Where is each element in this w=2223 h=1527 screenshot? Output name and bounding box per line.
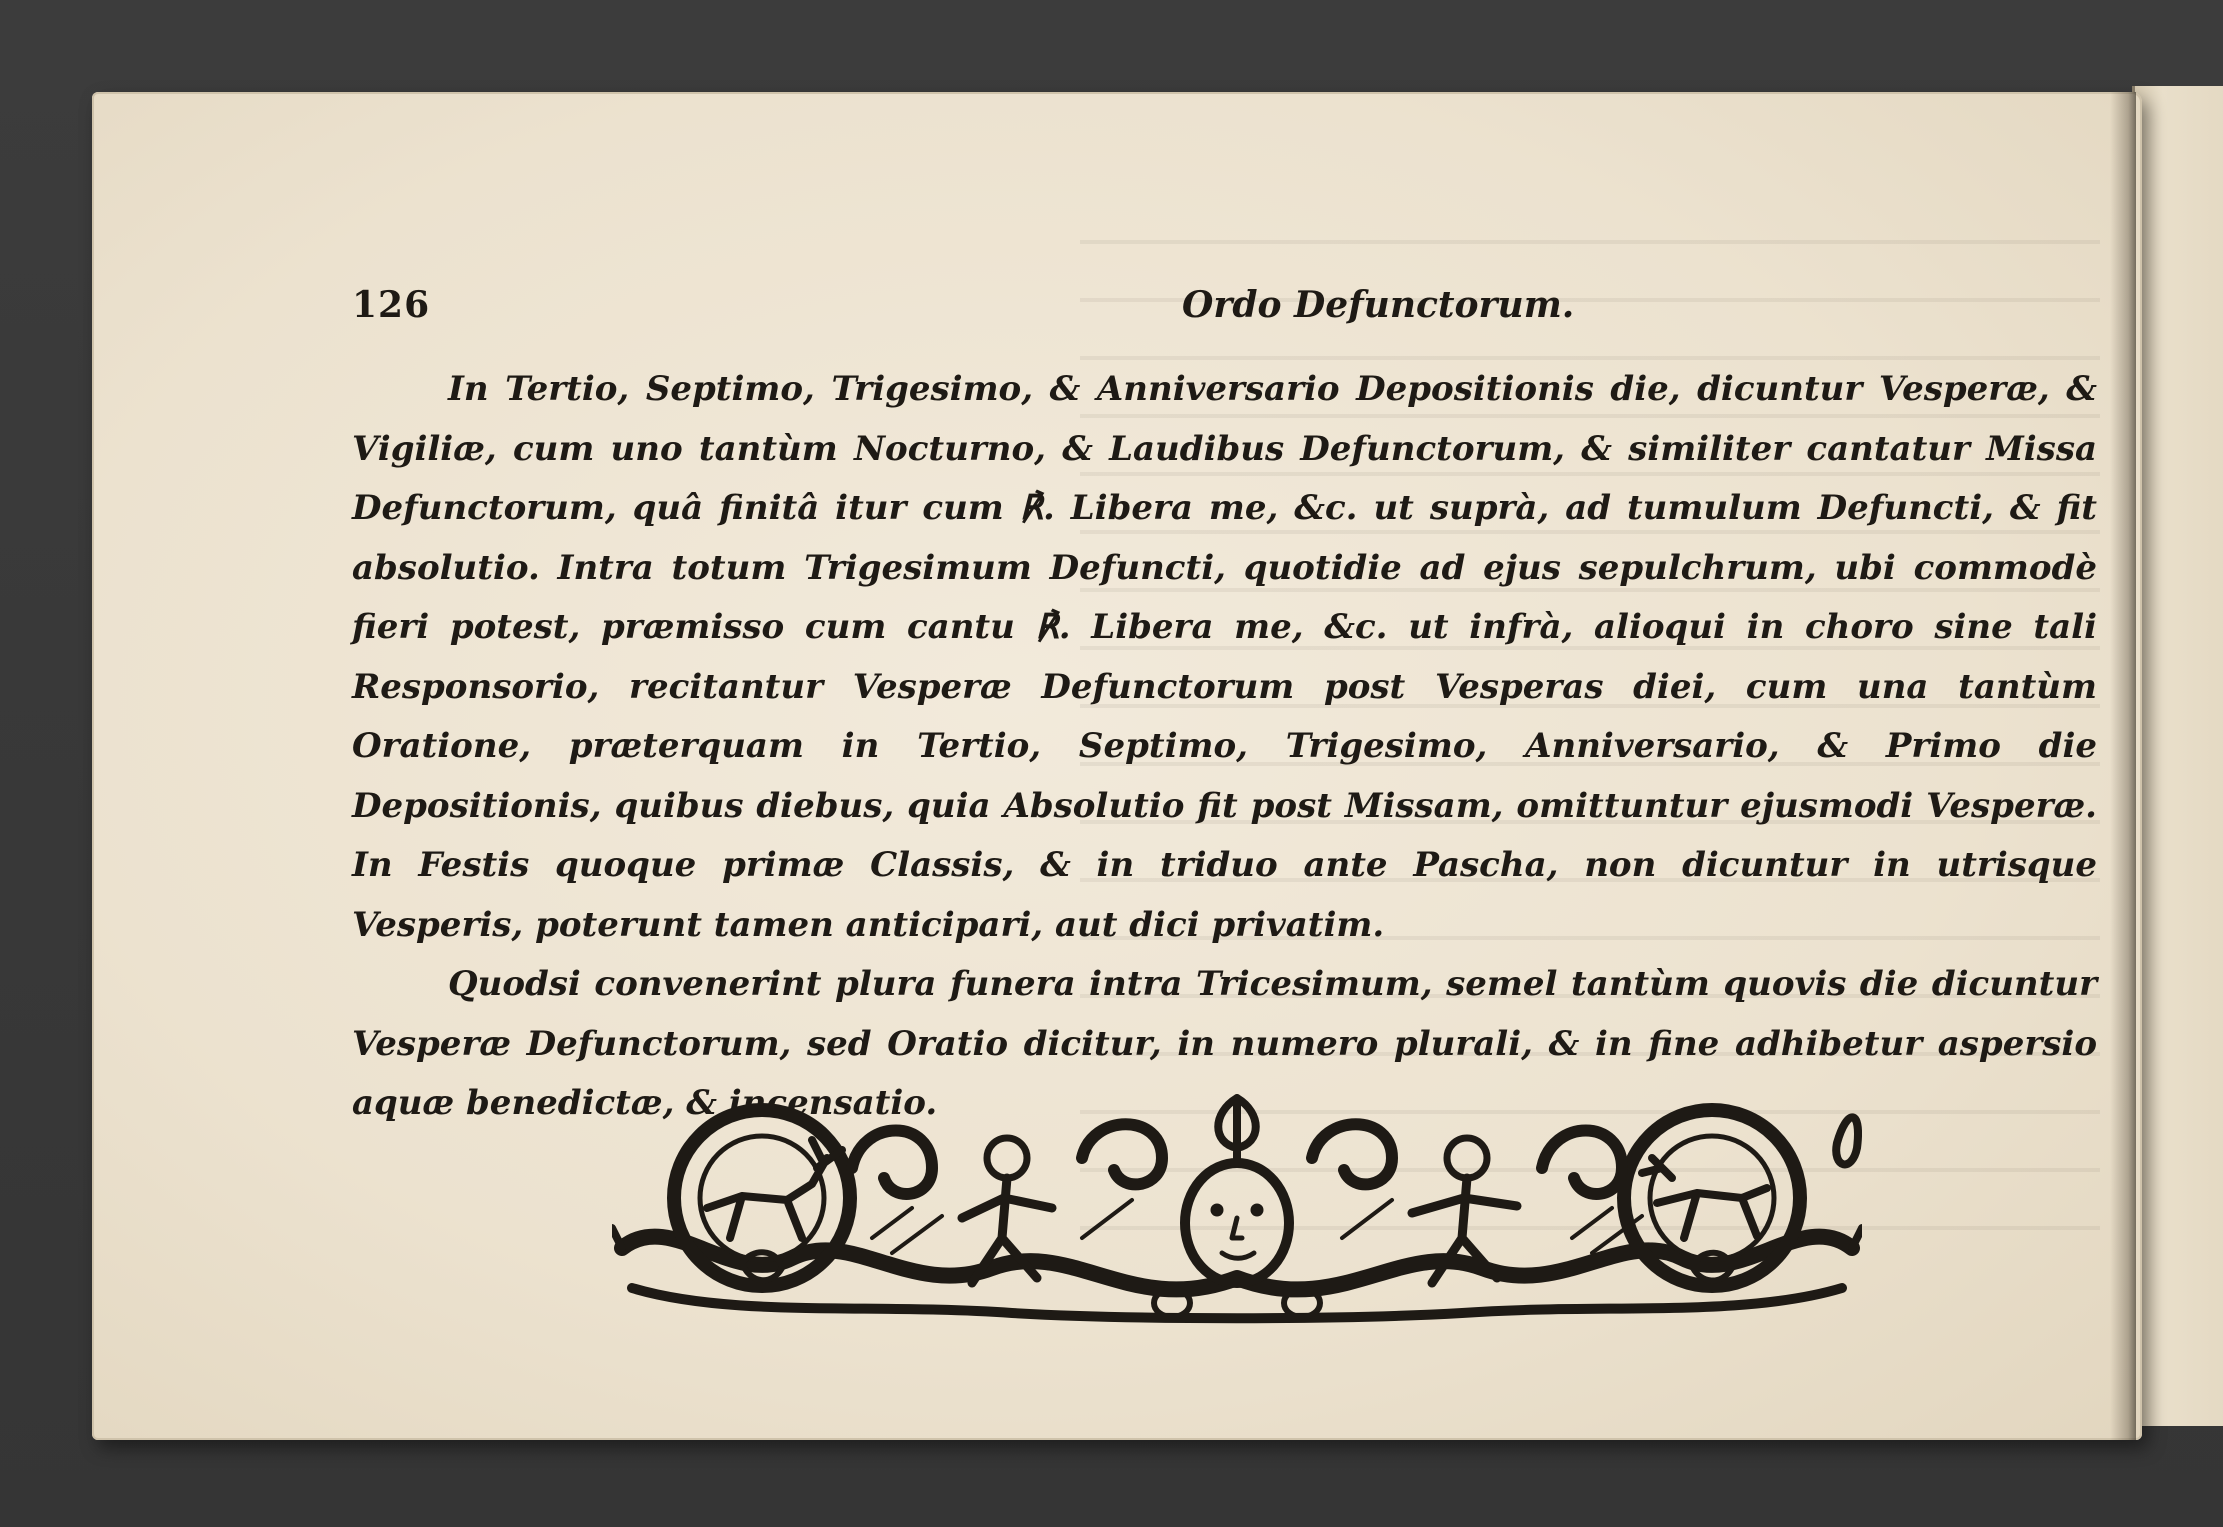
page-header: [352, 284, 2092, 340]
running-title: Ordo Defunctorum.: [1182, 284, 1575, 326]
page-number: 126: [352, 284, 431, 326]
paragraph-2: Quodsi convenerint plura funera intra Tricesimum, semel tantùm quovis die dicuntur Vesperæ Defunctorum, sed Oratio dicitur, in numero plurali, & in fine adhibetur aspersio aquæ benedictæ, & incensatio.: [352, 964, 2097, 1123]
facing-page-edge: [2132, 86, 2223, 1426]
woodcut-headpiece-ornament-icon: [612, 1088, 1862, 1324]
paragraph-1: In Tertio, Septimo, Trigesimo, & Anniversario Depositionis die, dicuntur Vesperæ, & Vigiliæ, cum uno tantùm Nocturno, & Laudibus Defunctorum, & similiter cantatur Missa Defunctorum, quâ finitâ itur cum ℟. Libera me, &c. ut suprà, ad tumulum Defuncti, & fit absolutio. Intra totum Trigesimum Defuncti, quotidie ad ejus sepulchrum, ubi commodè fieri potest, præmisso cum cantu ℟. Libera me, &c. ut infrà, alioqui in choro sine tali Responsorio, recitantur Vesperæ Defunctorum post Vesperas diei, cum una tantùm Oratione, præterquam in Tertio, Septimo, Trigesimo, Anniversario, & Primo die Depositionis, quibus diebus, quia Absolutio fit post Missam, omittuntur ejusmodi Vesperæ. In Festis quoque primæ Classis, & in triduo ante Pascha, non dicuntur in utrisque Vesperis, poterunt tamen anticipari, aut dici privatim.: [352, 369, 2097, 945]
body-text: [352, 360, 2097, 1134]
spine-shadow: [2110, 92, 2136, 1440]
